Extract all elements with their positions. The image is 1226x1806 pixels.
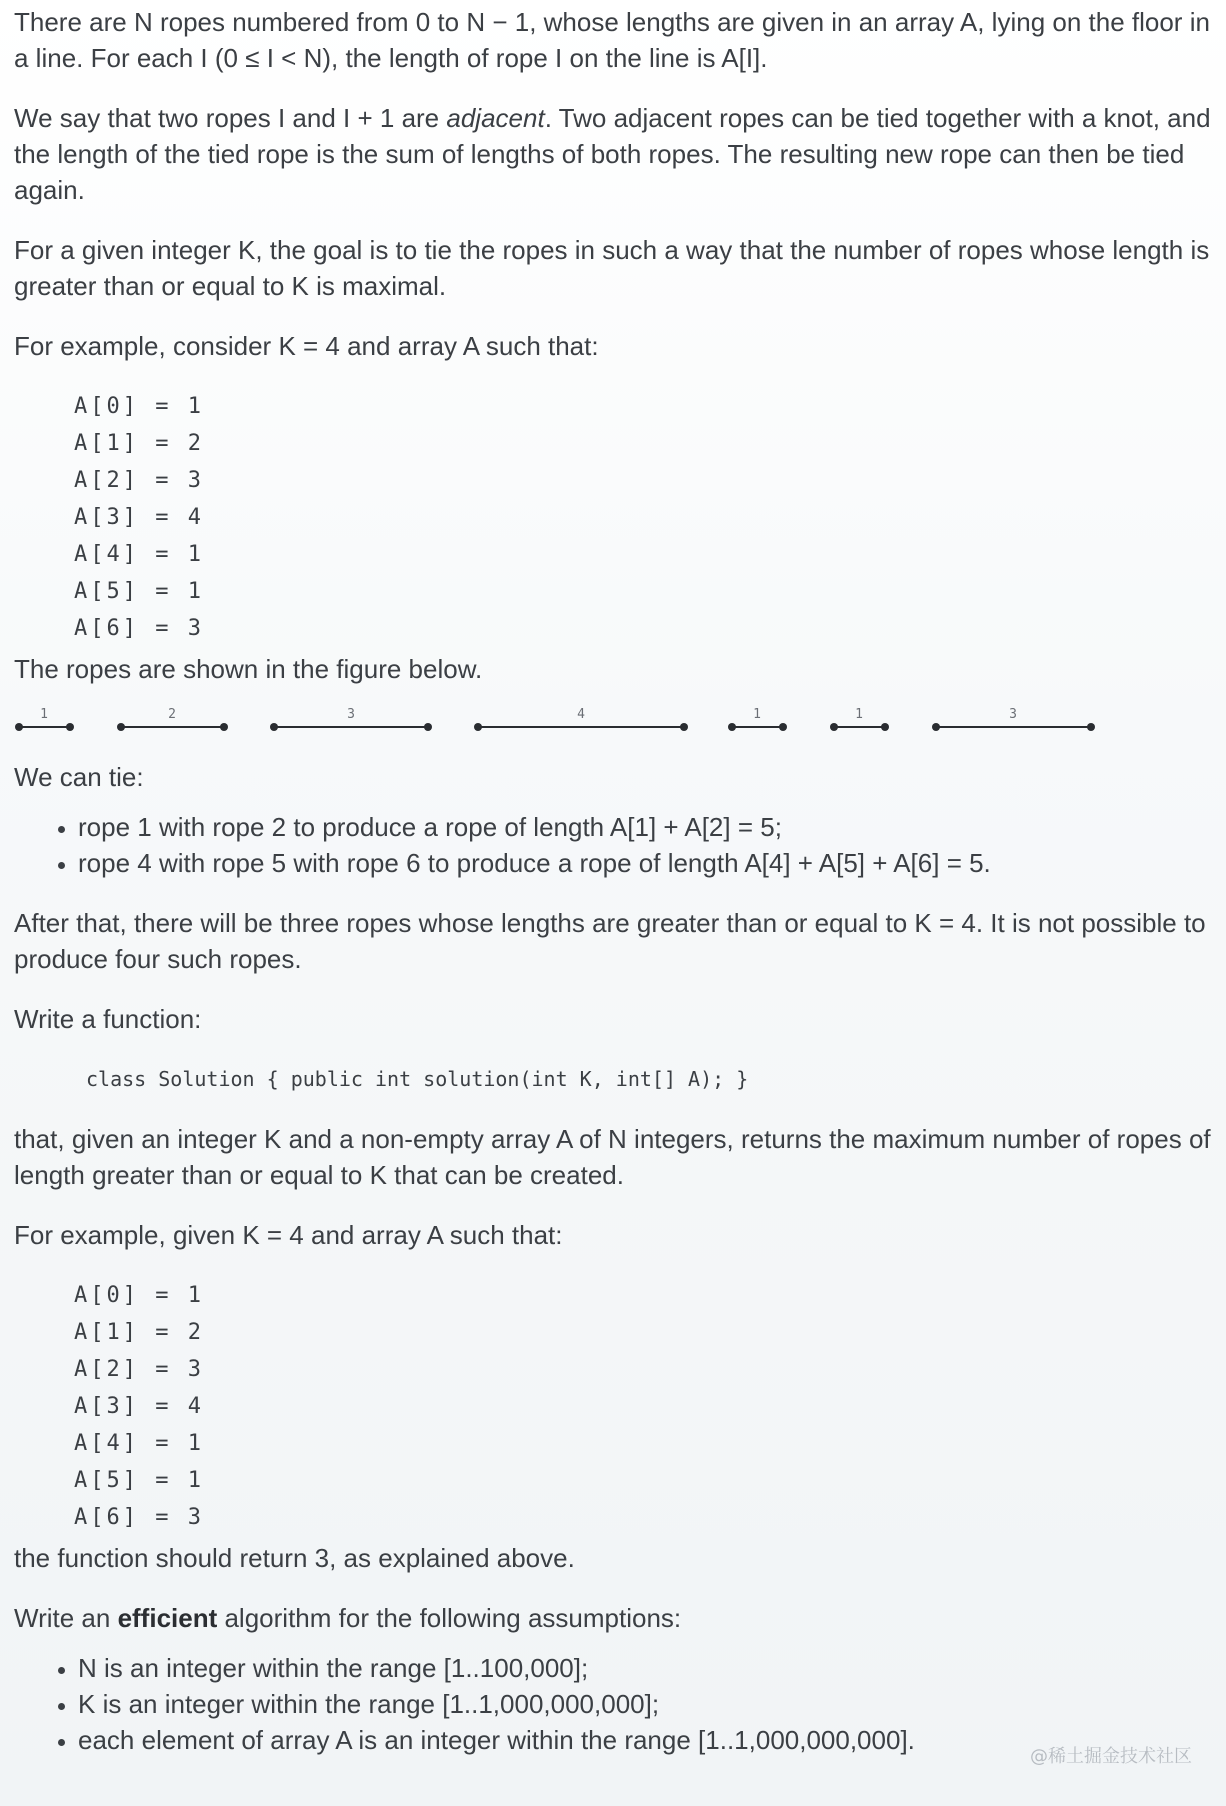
array-line: A[2] = 3 [74, 468, 204, 493]
rope-6 [932, 707, 1095, 731]
function-signature: class Solution { public int solution(int K, int[] A); } [86, 1067, 749, 1091]
assumptions-intro [14, 1600, 1212, 1636]
list-item: • rope 4 with rope 5 with rope 6 to produce a rope of length A[4] + A[5] + A[6] = 5. [78, 845, 1212, 881]
array-line: A[1] = 2 [74, 1320, 204, 1345]
array-line: A[4] = 1 [74, 1431, 204, 1456]
list-item: • K is an integer within the range [1..1,000,000,000]; [78, 1686, 1212, 1722]
efficient-term: efficient [117, 1603, 218, 1633]
adjacent-text-before: We say that two ropes I and I + 1 are [14, 103, 447, 133]
rope-label: 3 [1009, 707, 1017, 722]
tie-list [14, 809, 1212, 881]
array-line: A[6] = 3 [74, 616, 204, 641]
rope-label: 1 [855, 707, 863, 722]
array-line: A[4] = 1 [74, 542, 204, 567]
goal-paragraph: For a given integer K, the goal is to tie the ropes in such a way that the number of ropes whose length is greater than or equal to K is maximal. [14, 235, 1210, 301]
rope-5 [830, 707, 889, 731]
rope-label: 2 [168, 707, 176, 722]
array-line: A[3] = 4 [74, 505, 204, 530]
rope-3 [474, 707, 688, 731]
function-intro: Write a function: [14, 1004, 202, 1034]
rope-4 [728, 707, 787, 731]
expected-result: the function should return 3, as explained above. [14, 1543, 575, 1573]
array-line: A[0] = 1 [74, 394, 204, 419]
assumptions-text-before: Write an [14, 1603, 118, 1633]
intro-paragraph: There are N ropes numbered from 0 to N − 1, whose lengths are given in an array A, lying on the floor in a line. For each I (0 ≤ I < N), the length of rope I on the line is A[I]. [14, 7, 1210, 73]
example-array-2 [74, 1277, 1212, 1536]
rope-label: 1 [40, 707, 48, 722]
watermark: @稀土掘金技术社区 [1030, 1746, 1192, 1767]
array-line: A[3] = 4 [74, 1394, 204, 1419]
assumptions-text-after: algorithm for the following assumptions: [217, 1603, 682, 1633]
example-intro: For example, consider K = 4 and array A such that: [14, 331, 599, 361]
adjacent-paragraph [14, 100, 1212, 208]
tie-intro: We can tie: [14, 762, 144, 792]
ropes-figure [14, 701, 1124, 737]
rope-label: 1 [753, 707, 761, 722]
rope-label: 4 [577, 707, 585, 722]
rope-1 [117, 707, 228, 731]
rope-label: 3 [347, 707, 355, 722]
adjacent-term: adjacent [446, 103, 545, 133]
array-line: A[2] = 3 [74, 1357, 204, 1382]
result-paragraph: After that, there will be three ropes whose lengths are greater than or equal to K = 4. It is not possible to produce four such ropes. [14, 908, 1206, 974]
rope-0 [15, 707, 74, 731]
rope-2 [270, 707, 432, 731]
list-item: • rope 1 with rope 2 to produce a rope of length A[1] + A[2] = 5; [78, 809, 1212, 845]
figure-caption: The ropes are shown in the figure below. [14, 654, 483, 684]
array-line: A[0] = 1 [74, 1283, 204, 1308]
example-array-1 [74, 388, 1212, 647]
array-line: A[5] = 1 [74, 579, 204, 604]
function-description: that, given an integer K and a non-empty array A of N integers, returns the maximum number of ropes of length greater than or equal to K that can be created. [14, 1124, 1211, 1190]
list-item: • each element of array A is an integer within the range [1..1,000,000,000]. [78, 1722, 1212, 1758]
example-intro-2: For example, given K = 4 and array A such that: [14, 1220, 563, 1250]
array-line: A[5] = 1 [74, 1468, 204, 1493]
list-item: • N is an integer within the range [1..100,000]; [78, 1650, 1212, 1686]
array-line: A[6] = 3 [74, 1505, 204, 1530]
array-line: A[1] = 2 [74, 431, 204, 456]
adjacent-text-after: . Two adjacent ropes can be tied together with a knot, and the length of the tied rope is the sum of lengths of both ropes. The resulting new rope can then be tied again. [14, 103, 1211, 205]
